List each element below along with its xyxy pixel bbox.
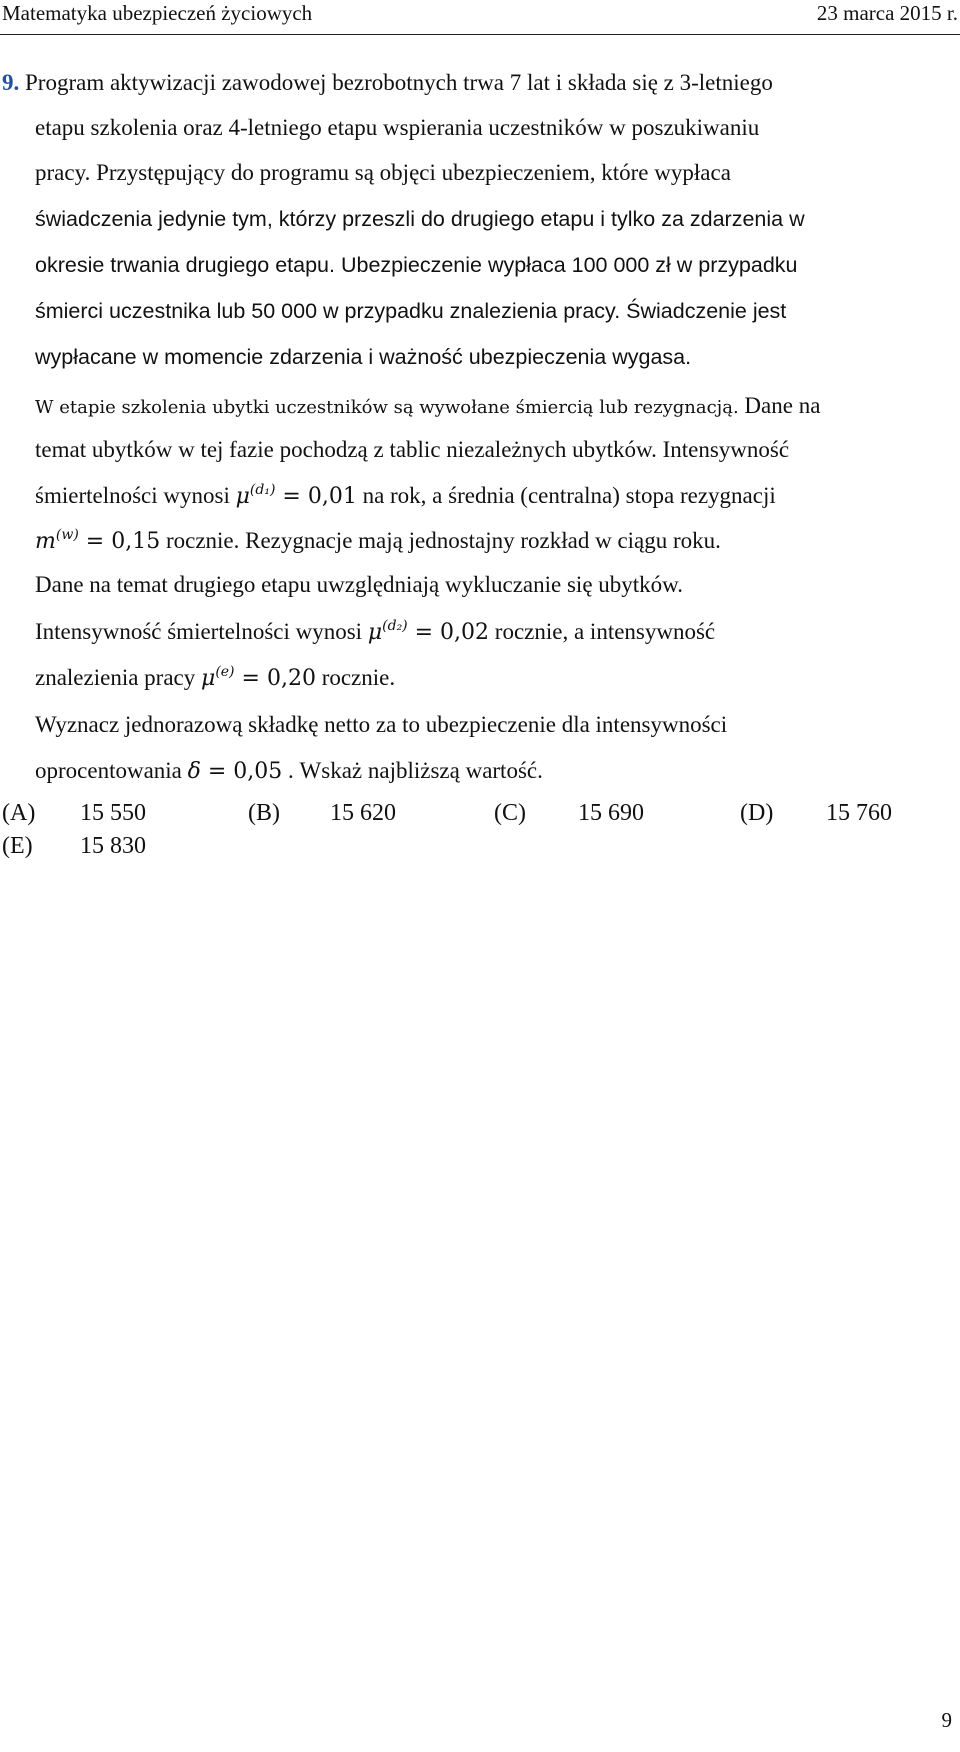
header-date: 23 marca 2015 r. (816, 1, 958, 25)
option-e-value: 15 830 (80, 833, 146, 859)
page-header (0, 0, 960, 35)
problem-text: Wyznacz jednorazową składkę netto za to ubezpieczenie dla intensywności (35, 712, 728, 737)
option-c-value: 15 690 (578, 800, 644, 826)
problem-text: śmierci uczestnika lub 50 000 w przypadku znalezienia pracy. Świadczenie jest (35, 299, 787, 323)
problem-line-14 (35, 664, 395, 691)
problem-line-3 (35, 160, 731, 186)
option-b-label: (B) (248, 800, 280, 826)
math-mu-d2: $\mu^{(d_2)} = 0,02$ (367, 618, 490, 645)
problem-text: znalezienia pracy (35, 665, 201, 690)
problem-text: Dane na temat drugiego etapu uwzględniają wykluczanie się ubytków. (35, 572, 684, 597)
problem-line-4 (35, 207, 805, 232)
problem-line-10 (35, 482, 776, 509)
problem-text: rocznie. (315, 665, 396, 690)
problem-line-1 (2, 70, 773, 96)
problem-line-12 (35, 572, 683, 598)
problem-line-5 (35, 253, 798, 278)
page-number: 9 (941, 1708, 952, 1732)
math-m-w: $m^{(w)} = 0,15$ (35, 527, 161, 554)
problem-text: oprocentowania (35, 758, 188, 783)
problem-text: rocznie, a intensywność (489, 619, 716, 644)
problem-line-11 (35, 527, 721, 554)
option-c-label: (C) (494, 800, 526, 826)
math-mu-e: $\mu^{(e)} = 0,20$ (201, 664, 316, 691)
option-e-label: (E) (2, 833, 33, 859)
problem-line-9 (35, 437, 789, 463)
problem-line-15 (35, 712, 727, 738)
problem-text: Program aktywizacji zawodowej bezrobotnych trwa 7 lat i składa się z 3-letniego (25, 70, 773, 95)
option-b-value: 15 620 (330, 800, 396, 826)
problem-line-2 (35, 115, 759, 141)
problem-text: pracy. (35, 160, 97, 185)
problem-text: okresie trwania drugiego etapu. (35, 253, 341, 277)
problem-text: rocznie. Rezygnacje mają jednostajny rozkład w ciągu roku. (160, 528, 721, 553)
option-d-label: (D) (740, 800, 774, 826)
option-a-label: (A) (2, 800, 36, 826)
header-title: Matematyka ubezpieczeń życiowych (2, 1, 313, 25)
problem-text: Intensywność śmiertelności wynosi (35, 619, 368, 644)
problem-text: Dane na (744, 393, 821, 418)
option-a-value: 15 550 (80, 800, 146, 826)
problem-line-16 (35, 758, 543, 784)
problem-text: Przystępujący do programu są objęci ubezpieczeniem, które wypłaca (96, 160, 731, 185)
problem-line-13 (35, 618, 715, 645)
problem-text: świadczenia jedynie tym, którzy przeszli do drugiego etapu i tylko za zdarzenia w (35, 207, 805, 231)
problem-text: temat ubytków w tej fazie pochodzą z tablic niezależnych ubytków. Intensywność (35, 437, 790, 462)
option-d-value: 15 760 (826, 800, 892, 826)
problem-number: 9. (2, 70, 20, 95)
problem-text: Ubezpieczenie wypłaca 100 000 zł w przypadku (340, 253, 798, 277)
problem-line-6 (35, 299, 786, 324)
problem-text: na rok, a średnia (centralna) stopa rezygnacji (356, 483, 776, 508)
problem-text: W etapie szkolenia ubytki uczestników są wywołane śmiercią lub rezygnacją. (35, 397, 745, 418)
problem-line-7 (35, 345, 691, 370)
math-mu-d1: $\mu^{(d_1)} = 0,01$ (235, 482, 357, 509)
problem-text: . Wskaż najbliższą wartość. (282, 758, 543, 783)
problem-text: wypłacane w momencie zdarzenia i ważność ubezpieczenia wygasa. (35, 345, 692, 369)
problem-text: śmiertelności wynosi (35, 483, 236, 508)
problem-text: etapu szkolenia oraz 4-letniego etapu wspierania uczestników w poszukiwaniu (35, 115, 760, 140)
problem-line-8 (35, 393, 820, 419)
math-delta: δ = 0,05 (187, 759, 283, 784)
